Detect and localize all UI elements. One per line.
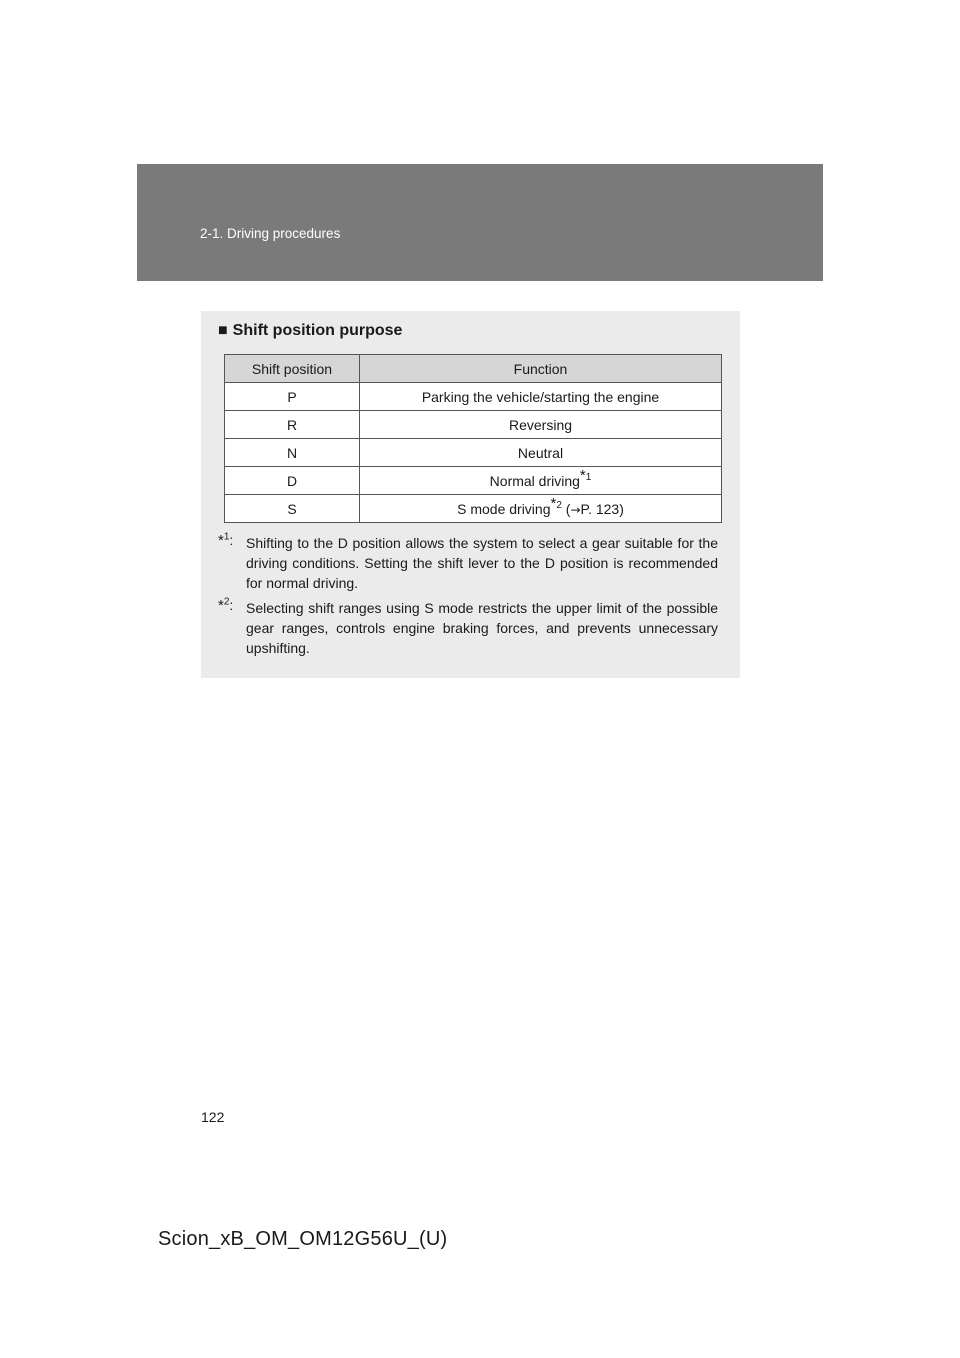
function-cell: Parking the vehicle/starting the engine bbox=[360, 383, 722, 411]
function-cell bbox=[360, 467, 722, 495]
function-text: S mode driving bbox=[457, 500, 551, 517]
shift-position-table bbox=[224, 354, 722, 523]
document-id: Scion_xB_OM_OM12G56U_(U) bbox=[158, 1228, 448, 1250]
footnote-marker: *$^1$: bbox=[218, 531, 234, 549]
footnote-ref-1: *1 bbox=[579, 466, 592, 484]
section-label: 2-1. Driving procedures bbox=[200, 226, 341, 241]
table-row bbox=[225, 411, 722, 439]
shift-position-cell: R bbox=[225, 411, 360, 439]
shift-position-cell: D bbox=[225, 467, 360, 495]
shift-position-cell: P bbox=[225, 383, 360, 411]
function-text: Normal driving bbox=[489, 472, 580, 489]
table-row bbox=[225, 383, 722, 411]
arrow-right-icon: → bbox=[570, 502, 581, 517]
shift-position-cell: N bbox=[225, 439, 360, 467]
footnote-marker: *$^2$: bbox=[218, 596, 234, 614]
table-row bbox=[225, 467, 722, 495]
table-row bbox=[225, 495, 722, 523]
section-header-band bbox=[137, 164, 823, 281]
table-header-row bbox=[225, 355, 722, 383]
footnote-2 bbox=[218, 598, 718, 658]
table-row bbox=[225, 439, 722, 467]
square-bullet-icon: ■ bbox=[218, 322, 228, 339]
footnote-1 bbox=[218, 533, 718, 593]
footnote-ref-2: *2 bbox=[550, 494, 562, 512]
info-box bbox=[201, 311, 740, 678]
asterisk-icon: * bbox=[579, 466, 586, 484]
column-header-function: Function bbox=[360, 355, 722, 383]
asterisk-icon: * bbox=[550, 494, 557, 512]
footnote-text: Shifting to the D position allows the system to select a gear suitable for the driving conditions. Setting the shift lever to the D position is recommended for normal driving. bbox=[246, 535, 718, 591]
page-reference: (→P. 123) bbox=[565, 500, 624, 517]
box-heading-text: Shift position purpose bbox=[232, 322, 403, 339]
page-number: 122 bbox=[201, 1109, 225, 1125]
footnote-text: Selecting shift ranges using S mode restricts the upper limit of the possible gear ranges, controls engine braking forces, and prevents unnecessary upshifting. bbox=[246, 600, 718, 656]
column-header-shift-position: Shift position bbox=[225, 355, 360, 383]
box-heading bbox=[218, 322, 402, 340]
function-cell: Neutral bbox=[360, 439, 722, 467]
function-cell bbox=[360, 495, 722, 523]
function-cell: Reversing bbox=[360, 411, 722, 439]
shift-position-cell: S bbox=[225, 495, 360, 523]
